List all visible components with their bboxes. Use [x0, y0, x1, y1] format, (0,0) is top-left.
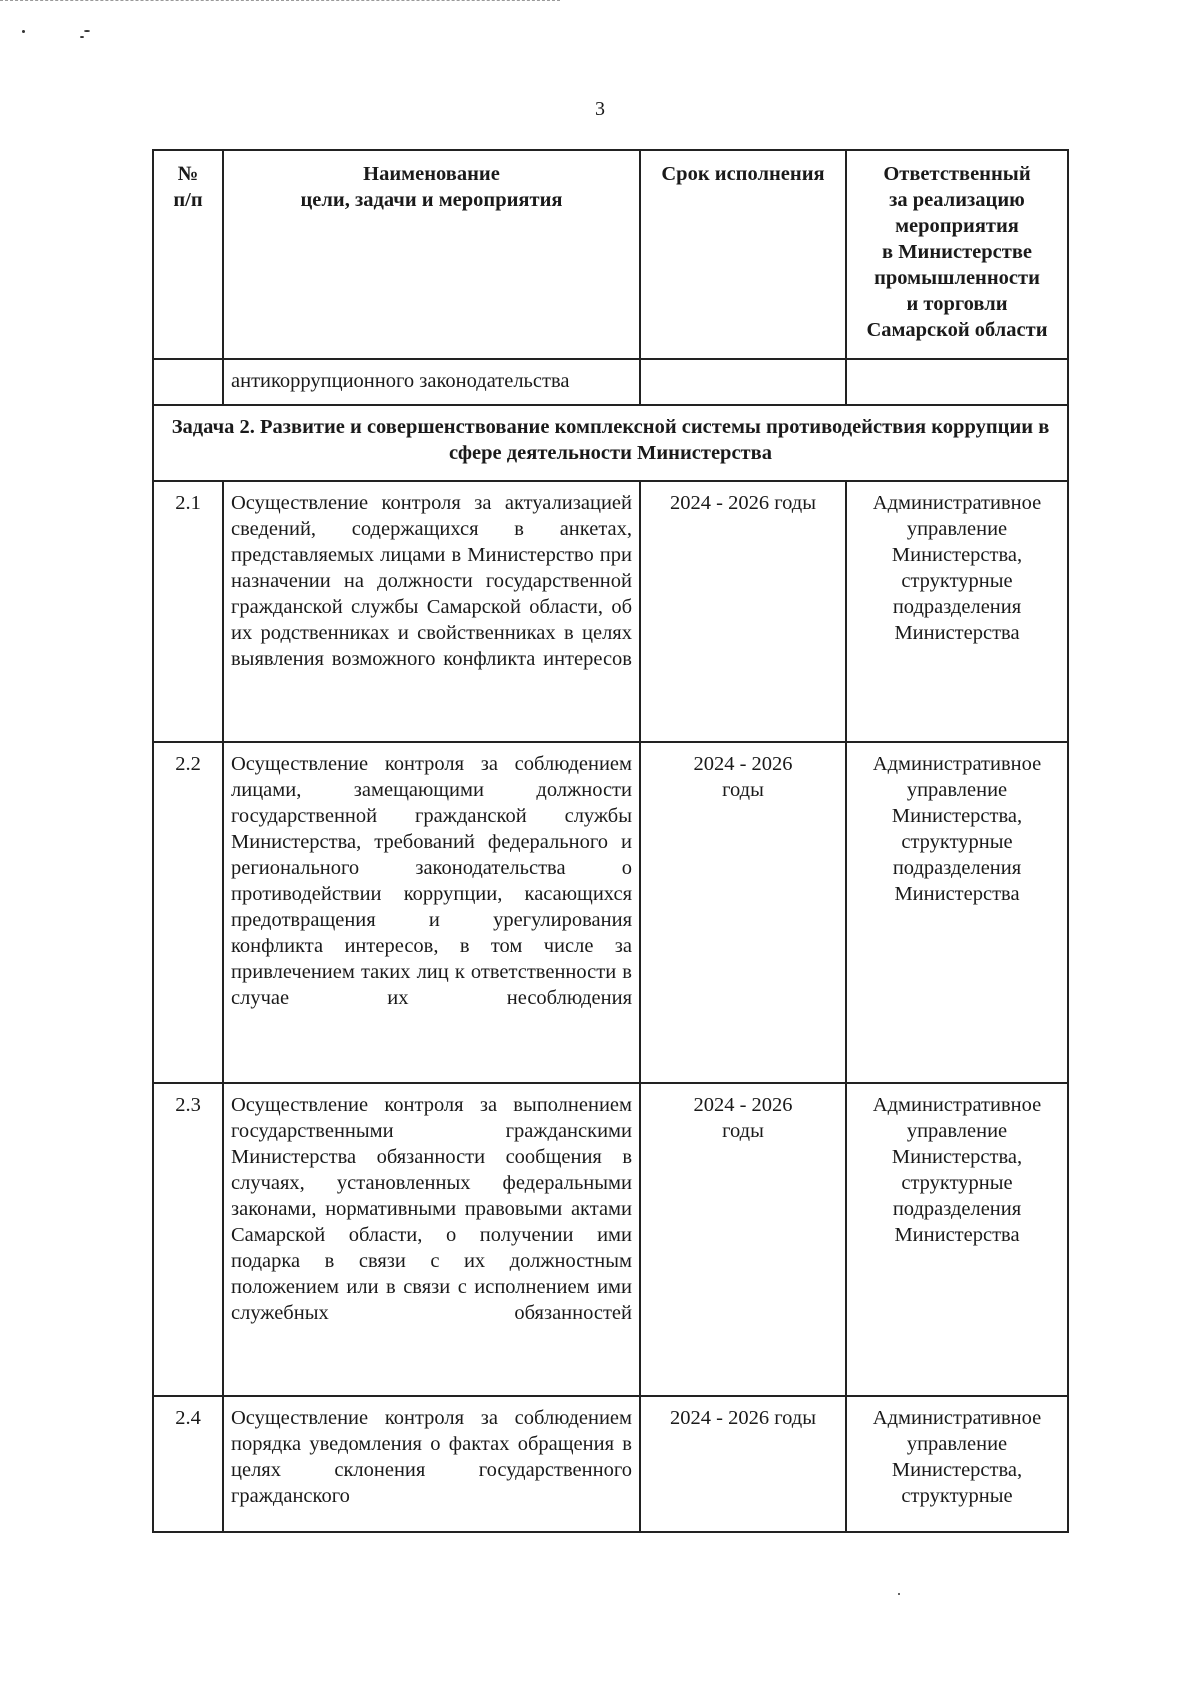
table-row — [153, 359, 1068, 405]
table-row — [153, 1396, 1068, 1532]
table-row — [153, 481, 1068, 742]
row-number: 2.1 — [153, 481, 223, 742]
continuation-name-cell: антикоррупционного законодательства — [223, 359, 640, 405]
table-row — [153, 742, 1068, 1083]
scan-edge-artifact — [0, 0, 560, 1]
header-term: Срок исполнения — [640, 150, 846, 359]
measure-name: Осуществление контроля за соблюдением порядка уведомления о фактах обращения в целях склонения государственного гражданского — [223, 1396, 640, 1532]
continuation-num-cell — [153, 359, 223, 405]
scan-speck — [898, 1593, 900, 1595]
measure-term: 2024 - 2026 годы — [640, 1396, 846, 1532]
measure-responsible: Административное управление Министерства, структурные подразделения Министерства — [846, 742, 1068, 1083]
header-name: Наименование цели, задачи и мероприятия — [223, 150, 640, 359]
measure-term: 2024 - 2026 годы — [640, 1083, 846, 1396]
scan-speck — [84, 30, 90, 32]
measure-term: 2024 - 2026 годы — [640, 742, 846, 1083]
row-number: 2.4 — [153, 1396, 223, 1532]
continuation-resp-cell — [846, 359, 1068, 405]
table-row — [153, 1083, 1068, 1396]
measure-responsible: Административное управление Министерства, структурные подразделения Министерства — [846, 481, 1068, 742]
measure-responsible: Административное управление Министерства, структурные — [846, 1396, 1068, 1532]
measure-responsible: Административное управление Министерства, структурные подразделения Министерства — [846, 1083, 1068, 1396]
header-responsible: Ответственный за реализацию мероприятия в Министерстве промышленности и торговли Самарской области — [846, 150, 1068, 359]
page-number: 3 — [595, 98, 605, 120]
measure-term: 2024 - 2026 годы — [640, 481, 846, 742]
task-heading: Задача 2. Развитие и совершенствование комплексной системы противодействия коррупции в сфере деятельности Министерства — [153, 405, 1068, 481]
task-row — [153, 405, 1068, 481]
measure-name: Осуществление контроля за выполнением государственными гражданскими Министерства обязанности сообщения в случаях, установленных федеральными законами, нормативными правовыми актами Самарской области, о получении ими подарка в связи с их должностным положением или в связи с исполнением ими служебных обязанностей — [223, 1083, 640, 1396]
scan-speck — [80, 36, 84, 38]
header-num: № п/п — [153, 150, 223, 359]
scan-speck — [22, 30, 25, 33]
row-number: 2.2 — [153, 742, 223, 1083]
continuation-term-cell — [640, 359, 846, 405]
measure-name: Осуществление контроля за актуализацией сведений, содержащихся в анкетах, представляемых лицами в Министерство при назначении на должности государственной гражданской службы Самарской области, об их родственниках и свойственниках в целях выявления возможного конфликта интересов — [223, 481, 640, 742]
row-number: 2.3 — [153, 1083, 223, 1396]
measures-table — [152, 149, 1069, 1533]
table-header-row — [153, 150, 1068, 359]
measure-name: Осуществление контроля за соблюдением лицами, замещающими должности государственной гражданской службы Министерства, требований федерального и регионального законодательства о противодействии коррупции, касающихся предотвращения и урегулирования конфликта интересов, в том числе за привлечением таких лиц к ответственности в случае их несоблюдения — [223, 742, 640, 1083]
